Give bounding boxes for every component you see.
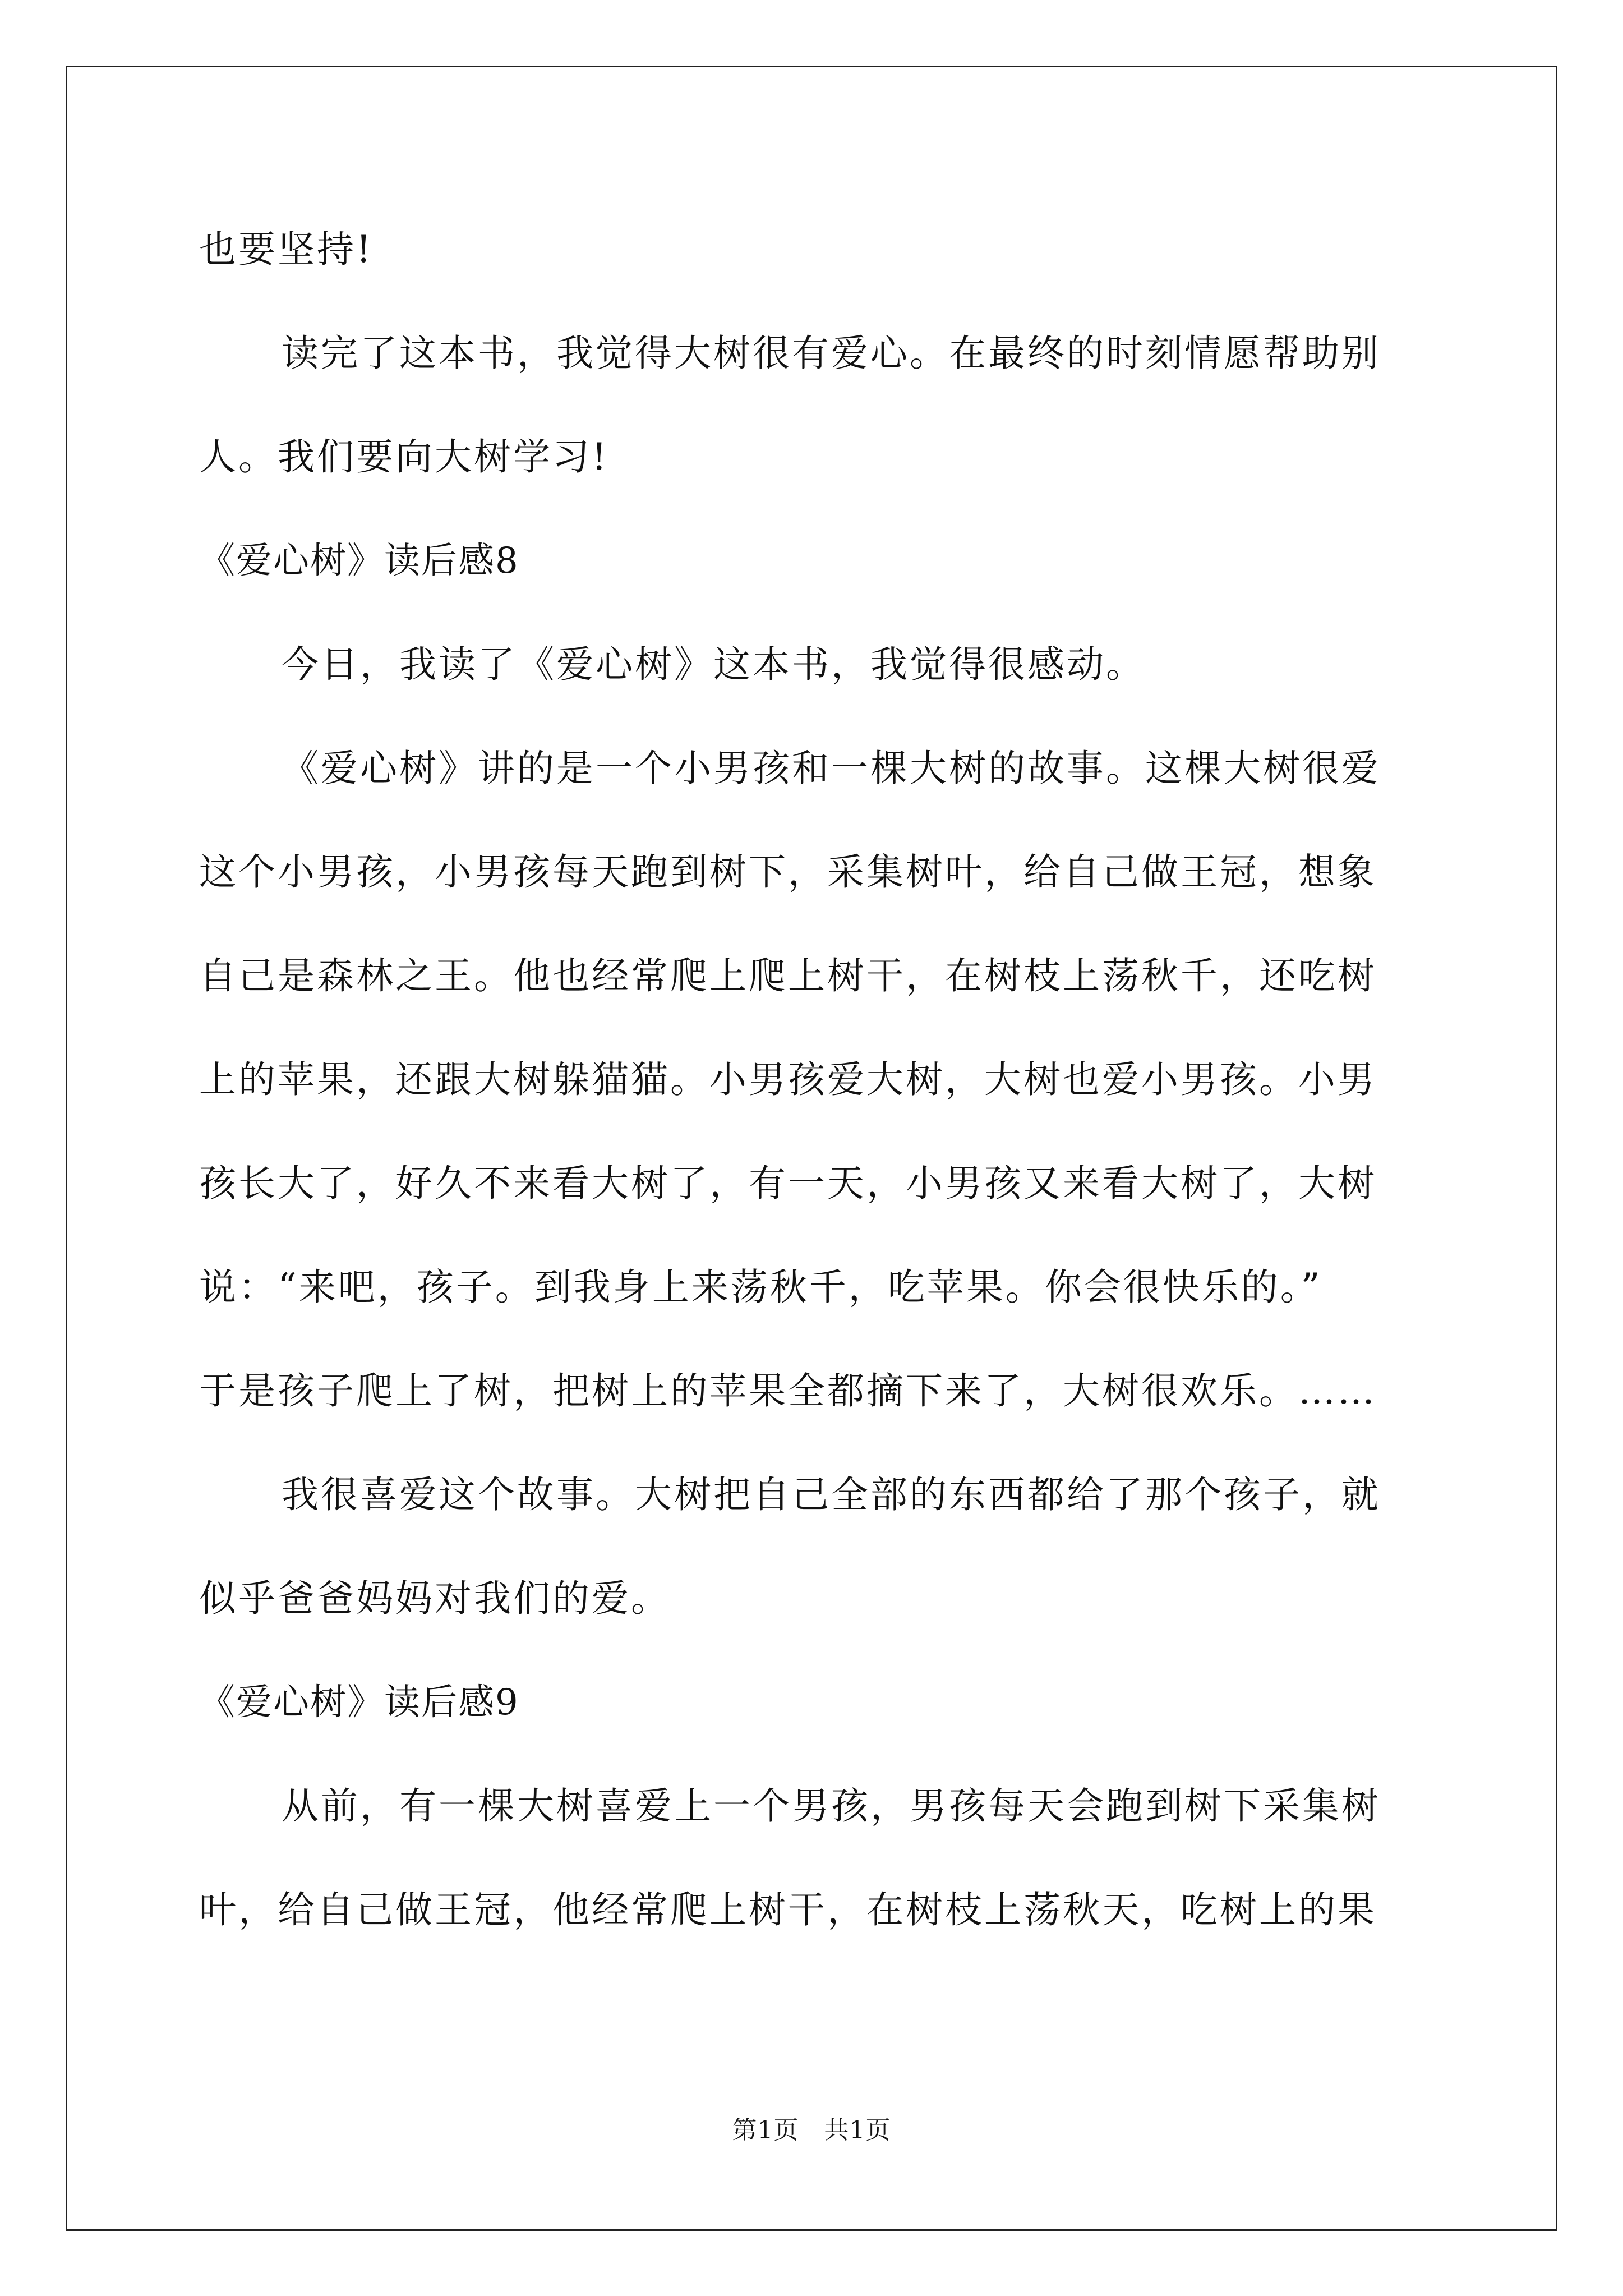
page-footer: 第1页 共1页 (732, 2116, 891, 2145)
section-heading: 《爱心树》读后感9 (199, 1682, 519, 1723)
paragraph-line: 说：“来吧，孩子。到我身上来荡秋千，吃苹果。你会很快乐的。” (199, 1266, 1322, 1309)
paragraph-line: 似乎爸爸妈妈对我们的爱。 (199, 1577, 670, 1620)
paragraph-line: 《爱心树》讲的是一个小男孩和一棵大树的故事。这棵大树很爱 (282, 747, 1381, 790)
paragraph-line: 我很喜爱这个故事。大树把自己全部的东西都给了那个孩子，就 (282, 1473, 1381, 1516)
paragraph-line: 于是孩子爬上了树，把树上的苹果全都摘下来了，大树很欢乐。…… (199, 1369, 1377, 1412)
paragraph-line: 自己是森林之王。他也经常爬上爬上树干，在树枝上荡秋千，还吃树 (199, 954, 1377, 997)
paragraph-line: 读完了这本书，我觉得大树很有爱心。在最终的时刻情愿帮助别 (282, 332, 1381, 375)
paragraph-line: 人。我们要向大树学习! (199, 435, 609, 478)
paragraph-line: 也要坚持! (199, 228, 374, 271)
paragraph-line: 从前，有一棵大树喜爱上一个男孩，男孩每天会跑到树下采集树 (282, 1784, 1381, 1828)
section-heading: 《爱心树》读后感8 (199, 540, 519, 582)
paragraph-line: 这个小男孩，小男孩每天跑到树下，采集树叶，给自己做王冠，想象 (199, 850, 1377, 894)
paragraph-line: 孩长大了，好久不来看大树了，有一天，小男孩又来看大树了，大树 (199, 1162, 1377, 1205)
paragraph-line: 叶，给自己做王冠，他经常爬上树干，在树枝上荡秋天，吃树上的果 (199, 1888, 1377, 1931)
paragraph-line: 今日，我读了《爱心树》这本书，我觉得很感动。 (282, 643, 1145, 686)
paragraph-line: 上的苹果，还跟大树躲猫猫。小男孩爱大树，大树也爱小男孩。小男 (199, 1058, 1377, 1101)
